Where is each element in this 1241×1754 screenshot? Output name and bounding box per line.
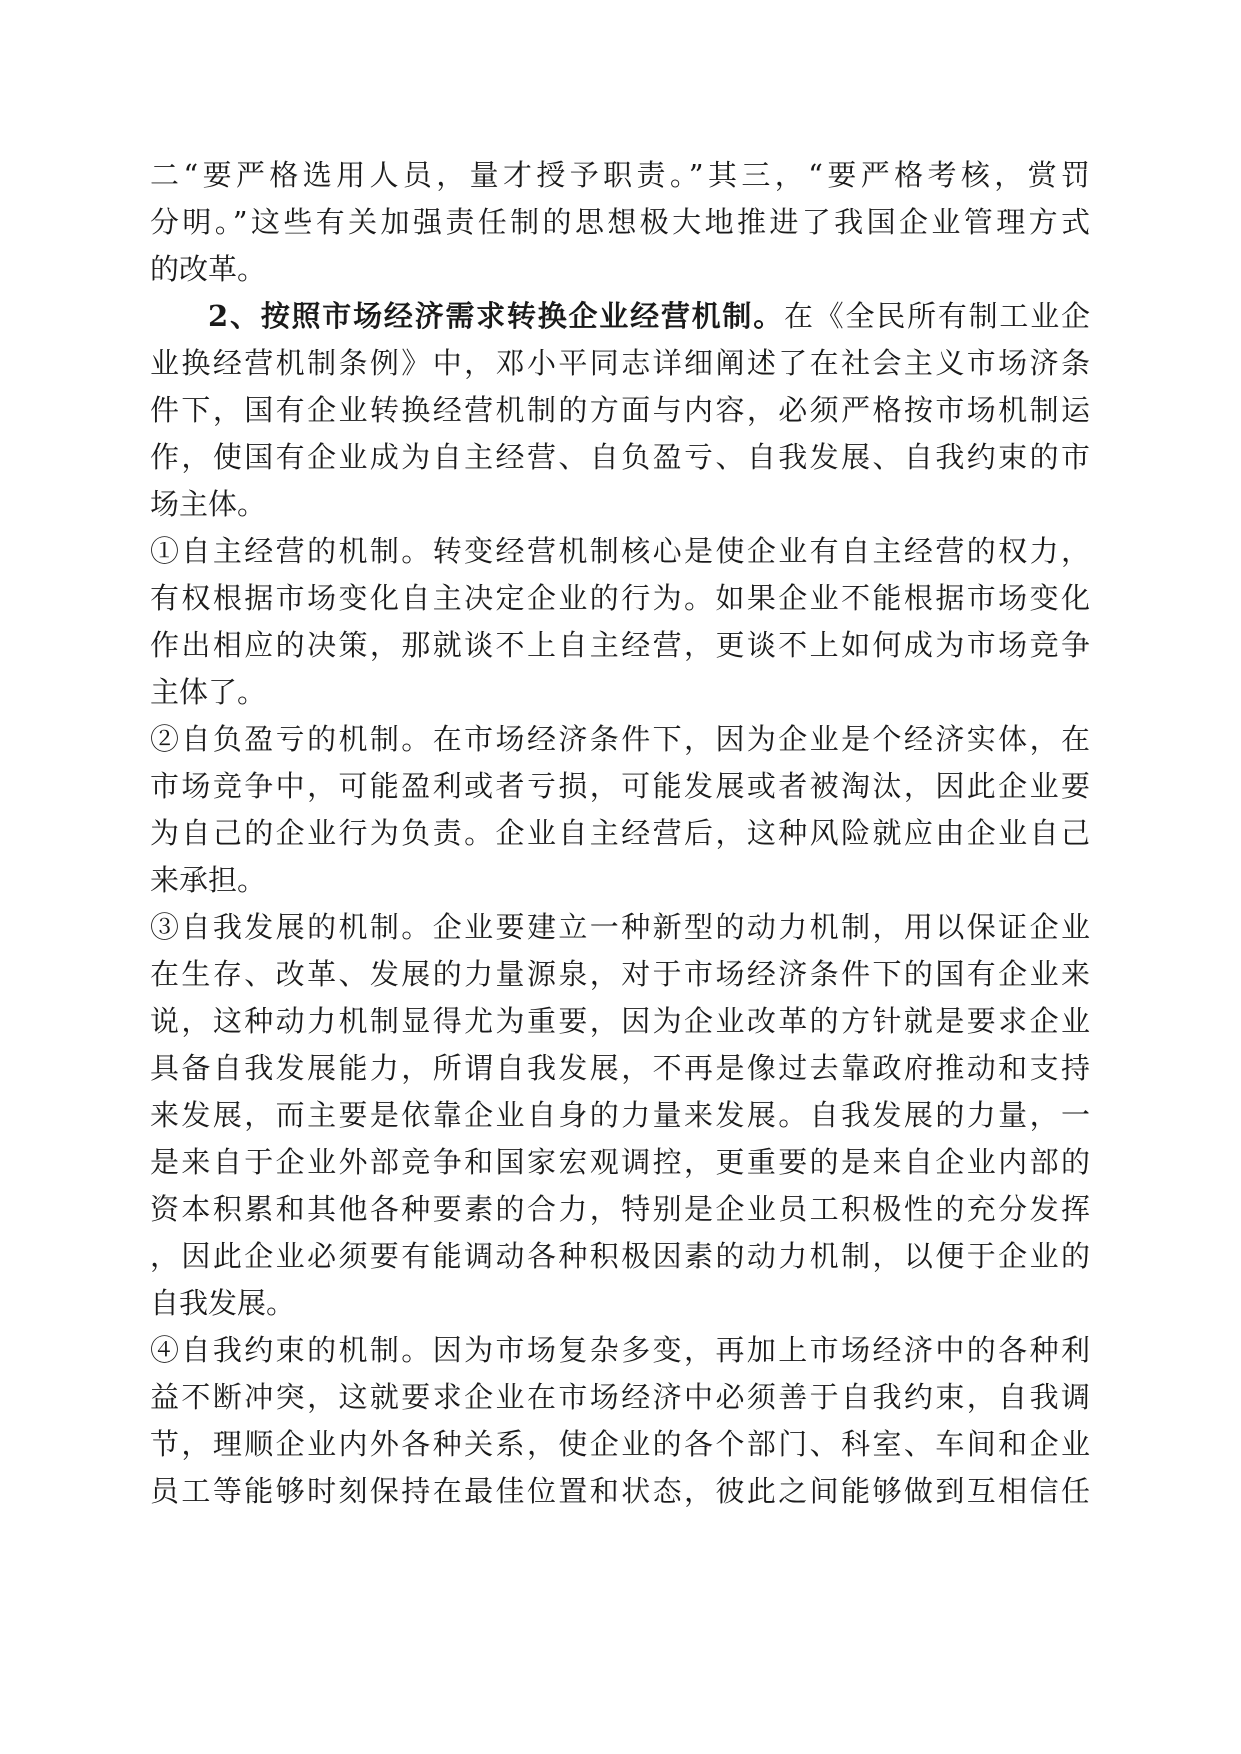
text-line: 作出相应的决策，那就谈不上自主经营，更谈不上如何成为市场竞争	[150, 628, 1090, 662]
text-line: 主体了。	[150, 675, 267, 709]
text-line: 员工等能够时刻保持在最佳位置和状态，彼此之间能够做到互相信任	[150, 1474, 1090, 1508]
text-line: 业换经营机制条例》中，邓小平同志详细阐述了在社会主义市场济条	[150, 346, 1090, 380]
text-line: 分明。”这些有关加强责任制的思想极大地推进了我国企业管理方式	[150, 205, 1090, 239]
text-line: ④自我约束的机制。因为市场复杂多变，再加上市场经济中的各种利	[150, 1333, 1090, 1367]
text-line: ，因此企业必须要有能调动各种积极因素的动力机制，以便于企业的	[150, 1239, 1090, 1273]
text-line: 来承担。	[150, 863, 267, 897]
text-line: ②自负盈亏的机制。在市场经济条件下，因为企业是个经济实体，在	[150, 722, 1090, 756]
text-line: ①自主经营的机制。转变经营机制核心是使企业有自主经营的权力，	[150, 534, 1090, 568]
text-line: 件下，国有企业转换经营机制的方面与内容，必须严格按市场机制运	[150, 393, 1090, 427]
text-line: 资本积累和其他各种要素的合力，特别是企业员工积极性的充分发挥	[150, 1192, 1090, 1226]
text-line: 在生存、改革、发展的力量源泉，对于市场经济条件下的国有企业来	[150, 957, 1090, 991]
text-line: 是来自于企业外部竞争和国家宏观调控，更重要的是来自企业内部的	[150, 1145, 1090, 1179]
text-line: 作，使国有企业成为自主经营、自负盈亏、自我发展、自我约束的市	[150, 440, 1090, 474]
text-line: 的改革。	[150, 252, 267, 286]
text-line: 节，理顺企业内外各种关系，使企业的各个部门、科室、车间和企业	[150, 1427, 1090, 1461]
section-heading: 2、按照市场经济需求转换企业经营机制。	[208, 299, 784, 333]
text-run: 在《全民所有制工业企	[783, 299, 1090, 333]
text-line: 二“要严格选用人员，量才授予职责。”其三，“要严格考核，赏罚	[150, 158, 1090, 192]
text-line: 来发展，而主要是依靠企业自身的力量来发展。自我发展的力量，一	[150, 1098, 1090, 1132]
text-line: 场主体。	[150, 487, 267, 521]
text-line: 自我发展。	[150, 1286, 296, 1320]
section-heading-line	[150, 293, 1090, 340]
text-line: 有权根据市场变化自主决定企业的行为。如果企业不能根据市场变化	[150, 581, 1090, 615]
text-line: 市场竞争中，可能盈利或者亏损，可能发展或者被淘汰，因此企业要	[150, 769, 1090, 803]
text-line: 具备自我发展能力，所谓自我发展，不再是像过去靠政府推动和支持	[150, 1051, 1090, 1085]
text-line: 说，这种动力机制显得尤为重要，因为企业改革的方针就是要求企业	[150, 1004, 1090, 1038]
text-line: ③自我发展的机制。企业要建立一种新型的动力机制，用以保证企业	[150, 910, 1090, 944]
body-text	[150, 152, 1090, 1515]
text-line: 为自己的企业行为负责。企业自主经营后，这种风险就应由企业自己	[150, 816, 1090, 850]
text-line: 益不断冲突，这就要求企业在市场经济中必须善于自我约束，自我调	[150, 1380, 1090, 1414]
